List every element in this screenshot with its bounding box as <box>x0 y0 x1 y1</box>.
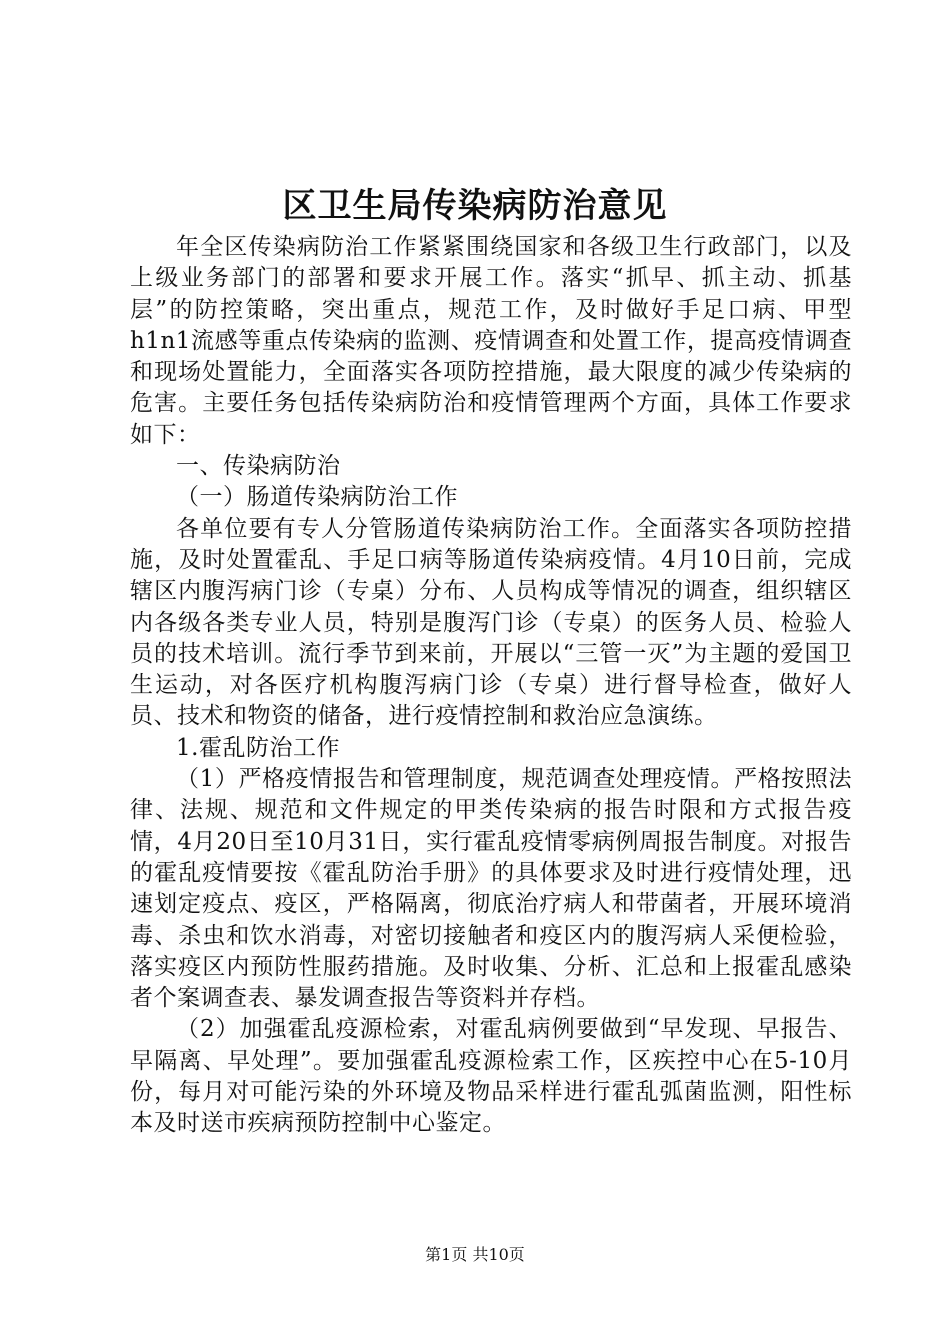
document-body <box>130 232 852 1140</box>
intro-paragraph: 年全区传染病防治工作紧紧围绕国家和各级卫生行政部门，以及上级业务部门的部署和要求开展工作。落实“抓早、抓主动、抓基层”的防控策略，突出重点，规范工作，及时做好手足口病、甲型h1n1流感等重点传染病的监测、疫情调查和处置工作，提高疫情调查和现场处置能力，全面落实各项防控措施，最大限度的减少传染病的危害。主要任务包括传染病防治和疫情管理两个方面，具体工作要求如下： <box>130 234 852 448</box>
document-title: 区卫生局传染病防治意见 <box>282 186 668 226</box>
body-paragraph: （1）严格疫情报告和管理制度，规范调查处理疫情。严格按照法律、法规、规范和文件规定的甲类传染病的报告时限和方式报告疫情，4月20日至10月31日，实行霍乱疫情零病例周报告制度。对报告的霍乱疫情要按《霍乱防治手册》的具体要求及时进行疫情处理，迅速划定疫点、疫区，严格隔离，彻底治疗病人和带菌者，开展环境消毒、杀虫和饮水消毒，对密切接触者和疫区内的腹泻病人采便检验，落实疫区内预防性服药措施。及时收集、分析、汇总和上报霍乱感染者个案调查表、暴发调查报告等资料并存档。 <box>130 766 852 1012</box>
section-heading: 一、传染病防治 <box>176 453 341 480</box>
body-paragraph: （2）加强霍乱疫源检索，对霍乱病例要做到“早发现、早报告、早隔离、早处理”。要加强霍乱疫源检索工作，区疾控中心在5-10月份，每月对可能污染的外环境及物品采样进行霍乱弧菌监测，阳性标本及时送市疾病预防控制中心鉴定。 <box>130 1016 852 1137</box>
item-heading: 1.霍乱防治工作 <box>176 734 340 761</box>
body-paragraph: 各单位要有专人分管肠道传染病防治工作。全面落实各项防控措施，及时处置霍乱、手足口病等肠道传染病疫情。4月10日前，完成辖区内腹泻病门诊（专桌）分布、人员构成等情况的调查，组织辖区内各级各类专业人员，特别是腹泻门诊（专桌）的医务人员、检验人员的技术培训。流行季节到来前，开展以“三管一灭”为主题的爱国卫生运动，对各医疗机构腹泻病门诊（专桌）进行督导检查，做好人员、技术和物资的储备，进行疫情控制和救治应急演练。 <box>130 515 852 730</box>
page-footer: 第1页 共10页 <box>425 1245 525 1264</box>
subsection-heading: （一）肠道传染病防治工作 <box>176 484 458 511</box>
